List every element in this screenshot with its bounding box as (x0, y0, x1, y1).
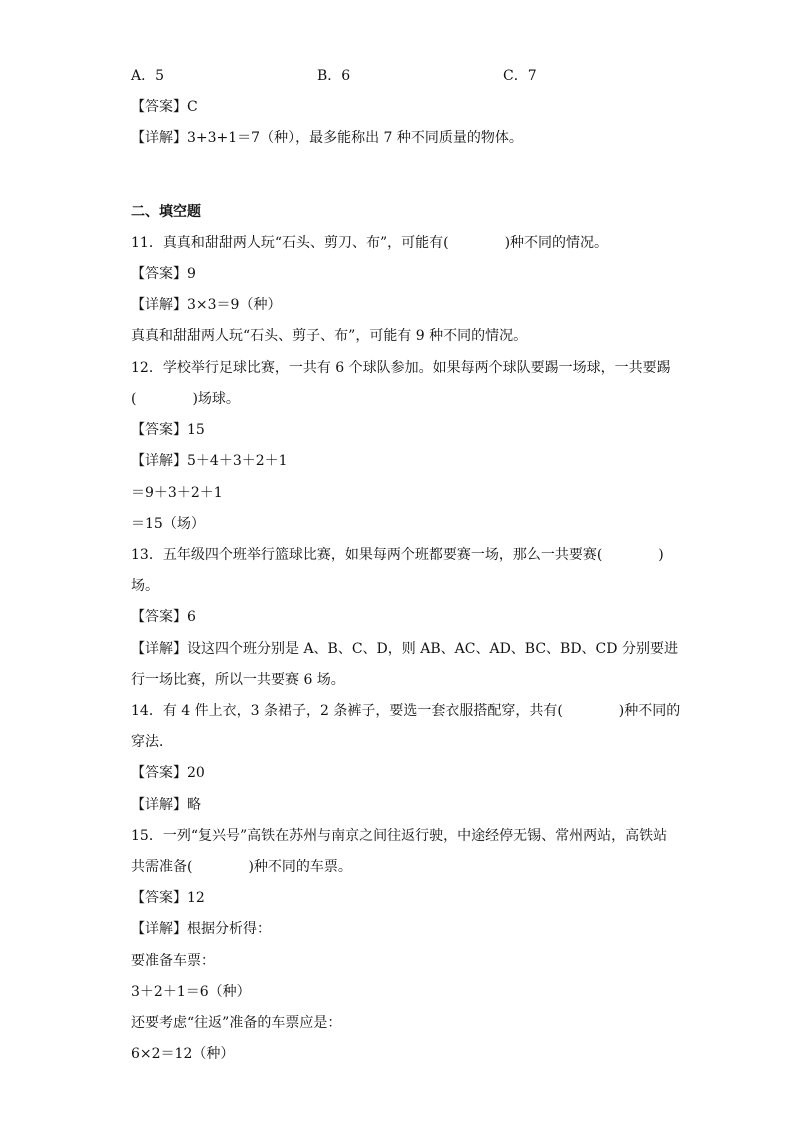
detail-13-line-1: 【详解】设这四个班分别是 A、B、C、D，则 AB、AC、AD、BC、BD、CD 分别要进 (131, 641, 678, 657)
question-15-line-1: 15．一列“复兴号”高铁在苏州与南京之间往返行驶，中途经停无锡、常州两站，高铁站 (131, 828, 668, 844)
answer-11: 【答案】9 (131, 266, 196, 282)
answer-14: 【答案】20 (131, 765, 205, 781)
detail-13-line-2: 行一场比赛，所以一共要赛 6 场。 (131, 672, 345, 688)
detail-11-line-1: 【详解】3×3＝9（种） (131, 297, 282, 313)
detail-15-line-3: 3＋2＋1＝6（种） (131, 984, 251, 1000)
answer-15: 【答案】12 (131, 890, 205, 906)
prev-detail: 【详解】3+3+1＝7（种），最多能称出 7 种不同质量的物体。 (131, 130, 523, 146)
question-12-line-1: 12．学校举行足球比赛，一共有 6 个球队参加。如果每两个球队要踢一场球，一共要踢 (131, 360, 671, 376)
answer-13: 【答案】6 (131, 609, 196, 625)
detail-15-line-5: 6×2＝12（种） (131, 1046, 235, 1062)
detail-14: 【详解】略 (131, 797, 201, 813)
detail-11-line-2: 真真和甜甜两人玩“石头、剪子、布”，可能有 9 种不同的情况。 (131, 328, 528, 344)
option-c: C．7 (503, 68, 537, 84)
question-13-line-1: 13．五年级四个班举行篮球比赛，如果每两个班都要赛一场，那么一共要赛( ) (131, 547, 664, 563)
detail-15-line-2: 要准备车票： (131, 953, 215, 969)
question-12-line-2: ( )场球。 (131, 391, 240, 407)
question-14-line-2: 穿法． (131, 734, 173, 750)
section-title: 二、填空题 (131, 204, 201, 220)
detail-12-line-3: ＝15（场） (131, 516, 205, 532)
detail-12-line-1: 【详解】5＋4＋3＋2＋1 (131, 453, 288, 469)
question-13-line-2: 场。 (131, 578, 159, 594)
answer-12: 【答案】15 (131, 422, 205, 438)
question-14-line-1: 14．有 4 件上衣，3 条裙子，2 条裤子，要选一套衣服搭配穿，共有( )种不同的 (131, 703, 681, 719)
question-11: 11．真真和甜甜两人玩“石头、剪刀、布”，可能有( )种不同的情况。 (131, 235, 609, 251)
detail-12-line-2: ＝9＋3＋2＋1 (131, 485, 223, 501)
prev-answer: 【答案】C (131, 99, 198, 115)
detail-15-line-1: 【详解】根据分析得： (131, 921, 271, 937)
question-15-line-2: 共需准备( )种不同的车票。 (131, 859, 352, 875)
option-b: B．6 (317, 68, 351, 84)
option-a: A．5 (131, 68, 165, 84)
detail-15-line-4: 还要考虑“往返”准备的车票应是： (131, 1015, 342, 1031)
